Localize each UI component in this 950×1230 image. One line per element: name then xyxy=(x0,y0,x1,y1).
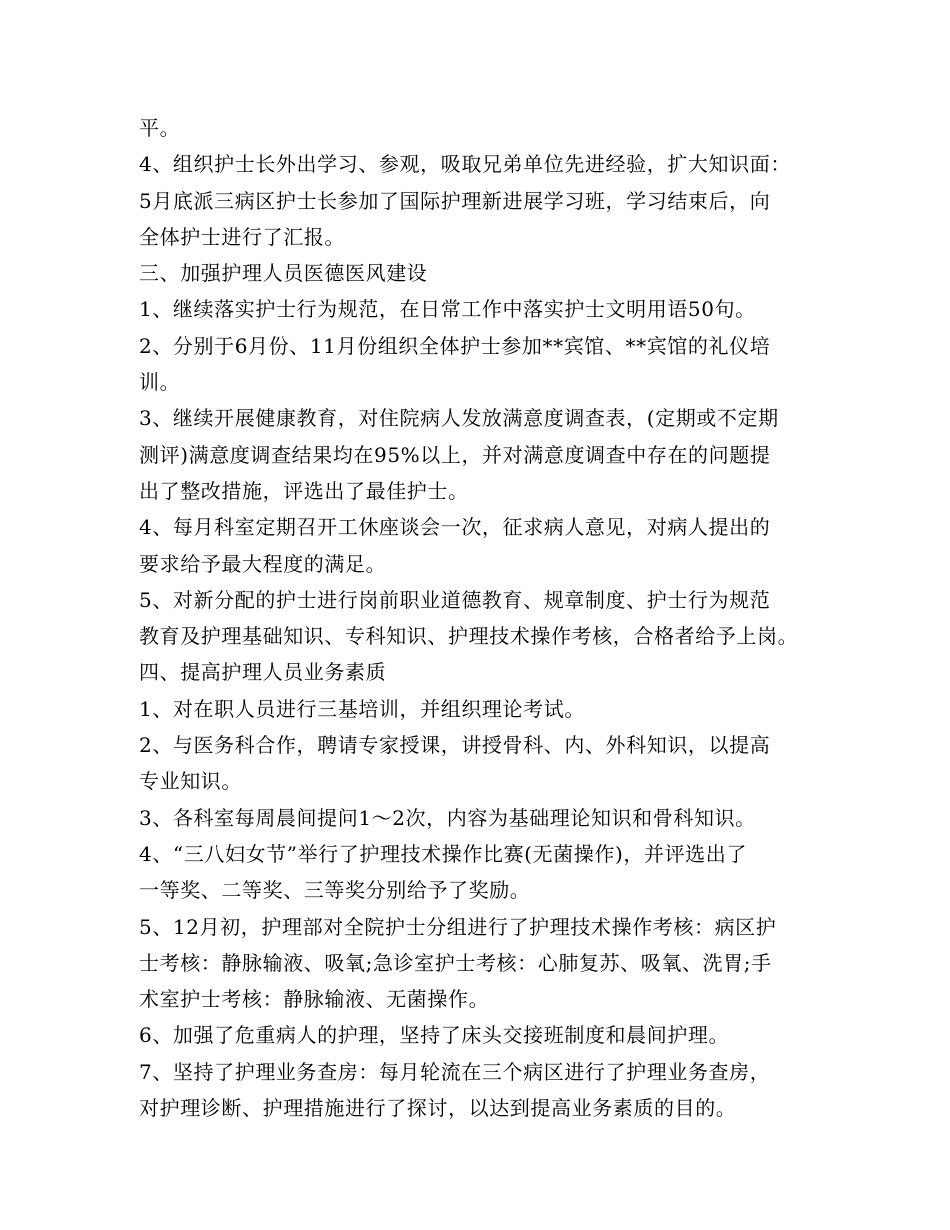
text-line: 测评)满意度调查结果均在95%以上，并对满意度调查中存在的问题提 xyxy=(139,442,771,467)
text-line: 2、分别于6月份、11月份组织全体护士参加**宾馆、**宾馆的礼仪培 xyxy=(139,333,771,358)
section-heading: 三、加强护理人员医德医风建设 xyxy=(139,261,428,286)
section-heading: 四、提高护理人员业务素质 xyxy=(139,660,387,685)
text-line: 教育及护理基础知识、专科知识、护理技术操作考核，合格者给予上岗。 xyxy=(139,624,799,649)
text-line: 术室护士考核：静脉输液、无菌操作。 xyxy=(139,987,490,1012)
text-line: 一等奖、二等奖、三等奖分别给予了奖励。 xyxy=(139,878,531,903)
text-line: 5月底派三病区护士长参加了国际护理新进展学习班，学习结束后，向 xyxy=(139,188,771,213)
text-line: 6、加强了危重病人的护理，坚持了床头交接班制度和晨间护理。 xyxy=(139,1023,730,1048)
text-line: 5、对新分配的护士进行岗前职业道德教育、规章制度、护士行为规范 xyxy=(139,587,771,612)
text-line: 全体护士进行了汇报。 xyxy=(139,224,345,249)
text-line: 4、组织护士长外出学习、参观，吸取兄弟单位先进经验，扩大知识面： xyxy=(139,152,791,177)
text-line: 3、各科室每周晨间提问1～2次，内容为基础理论知识和骨科知识。 xyxy=(139,805,756,830)
text-line: 2、与医务科合作，聘请专家授课，讲授骨科、内、外科知识，以提高 xyxy=(139,733,771,758)
text-line: 士考核：静脉输液、吸氧;急诊室护士考核：心肺复苏、吸氧、洗胃;手 xyxy=(139,950,772,975)
text-line: 要求给予最大程度的满足。 xyxy=(139,551,387,576)
text-line: 4、每月科室定期召开工休座谈会一次，征求病人意见，对病人提出的 xyxy=(139,515,771,540)
text-line: 5、12月初，护理部对全院护士分组进行了护理技术操作考核：病区护 xyxy=(139,914,777,939)
text-line: 训。 xyxy=(139,370,181,395)
text-line: 专业知识。 xyxy=(139,769,242,794)
text-line: 1、继续落实护士行为规范，在日常工作中落实护士文明用语50句。 xyxy=(139,297,756,322)
text-line: 4、“三八妇女节”举行了护理技术操作比赛(无菌操作)，并评选出了 xyxy=(139,841,747,866)
text-line: 出了整改措施，评选出了最佳护士。 xyxy=(139,478,469,503)
text-line: 7、坚持了护理业务查房：每月轮流在三个病区进行了护理业务查房， xyxy=(139,1059,771,1084)
text-line: 1、对在职人员进行三基培训，并组织理论考试。 xyxy=(139,696,585,721)
text-line: 3、继续开展健康教育，对住院病人发放满意度调查表，(定期或不定期 xyxy=(139,406,779,431)
text-line: 平。 xyxy=(139,116,181,140)
document-body xyxy=(139,110,829,1126)
text-line: 对护理诊断、护理措施进行了探讨，以达到提高业务素质的目的。 xyxy=(139,1096,737,1121)
